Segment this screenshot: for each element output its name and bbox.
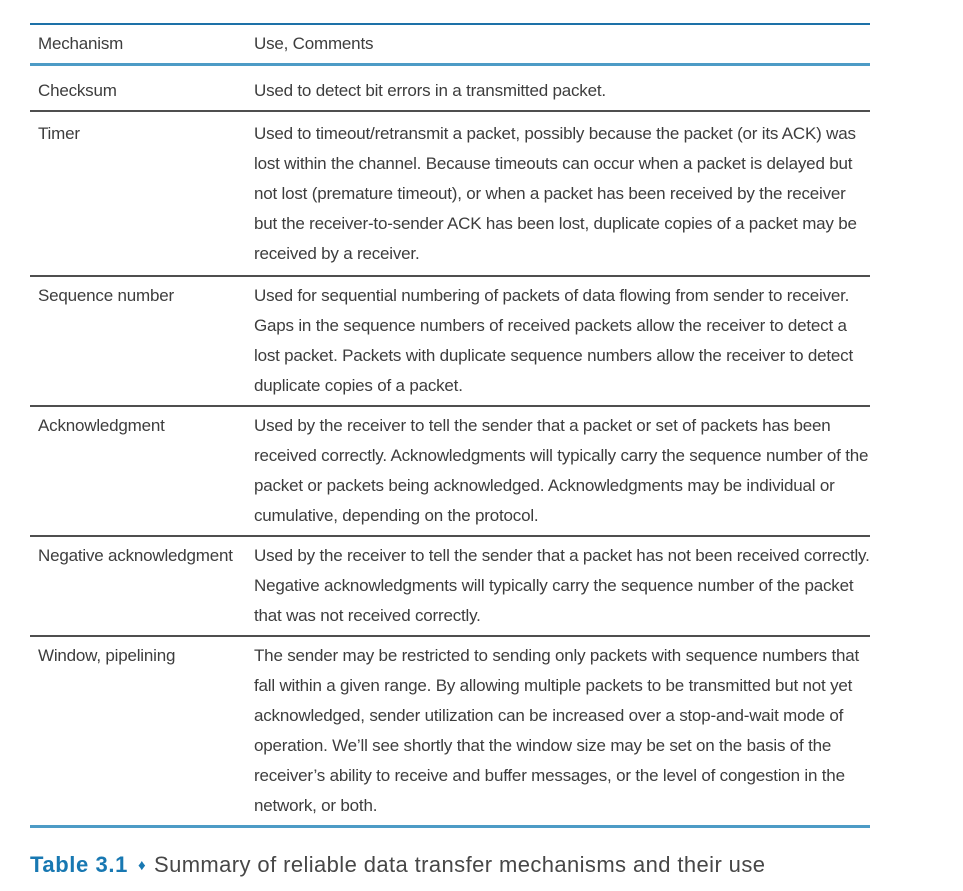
mechanism-cell: Sequence number	[38, 286, 174, 305]
mechanism-cell: Checksum	[38, 81, 117, 100]
table-caption-text: Summary of reliable data transfer mechanisms and their use	[154, 852, 766, 877]
table-caption-number: Table 3.1	[30, 852, 128, 877]
table-row	[30, 277, 870, 407]
header-mechanism: Mechanism	[38, 34, 124, 53]
use-cell: Used by the receiver to tell the sender that a packet or set of packets has been received correctly. Acknowledgments will typically carry the sequence number of the packet or packets being acknowledged. Acknowledgments may be individual or cumulative, depending on the protocol.	[254, 416, 869, 525]
table-header-row	[30, 25, 870, 66]
mechanism-cell: Acknowledgment	[38, 416, 165, 435]
use-cell: The sender may be restricted to sending only packets with sequence numbers that fall within a given range. By allowing multiple packets to be transmitted but not yet acknowledged, sender utilization can be increased over a stop-and-wait mode of operation. We’ll see shortly that the window size may be set on the basis of the receiver’s ability to receive and buffer messages, or the level of congestion in the network, or both.	[254, 646, 860, 815]
table-row	[30, 66, 870, 112]
header-use-comments: Use, Comments	[254, 34, 374, 53]
diamond-icon: ♦	[137, 857, 146, 874]
table-row	[30, 537, 870, 637]
mechanism-cell: Timer	[38, 124, 80, 143]
use-cell: Used to timeout/retransmit a packet, possibly because the packet (or its ACK) was lost within the channel. Because timeouts can occur when a packet is delayed but not lost (premature timeout), or when a packet has been received by the receiver but the receiver-to-sender ACK has been lost, duplicate copies of a packet may be received by a receiver.	[254, 124, 857, 263]
use-cell: Used to detect bit errors in a transmitted packet.	[254, 81, 606, 100]
use-cell: Used by the receiver to tell the sender that a packet has not been received correctly. Negative acknowledgments will typically carry the sequence number of the packet that was not received correctly.	[254, 546, 870, 625]
mechanism-cell: Negative acknowledgment	[38, 546, 233, 565]
mechanism-cell: Window, pipelining	[38, 646, 176, 665]
reliable-data-transfer-table	[30, 23, 870, 828]
table-row	[30, 112, 870, 277]
table-caption	[30, 852, 930, 878]
table-row	[30, 407, 870, 537]
use-cell: Used for sequential numbering of packets of data flowing from sender to receiver. Gaps in the sequence numbers of received packets allow the receiver to detect a lost packet. Packets with duplicate sequence numbers allow the receiver to detect duplicate copies of a packet.	[254, 286, 853, 395]
table-row	[30, 637, 870, 828]
